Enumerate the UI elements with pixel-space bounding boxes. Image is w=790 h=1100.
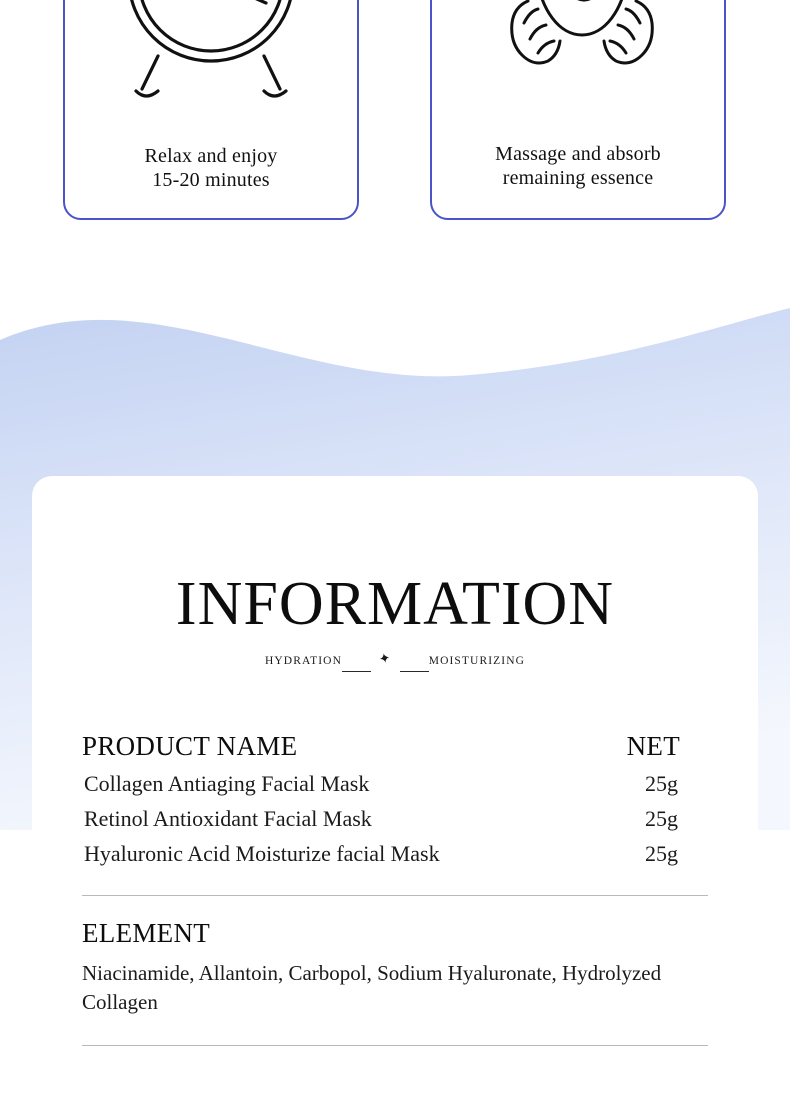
step-card-relax xyxy=(63,0,359,220)
column-header-net: NET xyxy=(626,731,680,761)
element-section-body: Niacinamide, Allantoin, Carbopol, Sodium Hyaluronate, Hydrolyzed Collagen xyxy=(82,961,662,1014)
page-title: INFORMATION xyxy=(175,570,615,638)
product-table xyxy=(82,731,708,867)
subline-rule-right xyxy=(400,671,429,672)
table-header xyxy=(82,731,708,762)
column-header-product-name: PRODUCT NAME xyxy=(82,731,298,761)
table-row xyxy=(82,771,708,797)
step-card-massage xyxy=(430,0,726,220)
subline-rule-left xyxy=(342,671,371,672)
step-caption-relax xyxy=(73,144,349,192)
subline-left-label: HYDRATION xyxy=(265,654,342,667)
step-caption-line1: Relax and enjoy xyxy=(144,145,278,167)
section-divider-bottom xyxy=(82,1045,708,1046)
product-net: 25g xyxy=(645,771,678,796)
table-row xyxy=(82,841,708,867)
face-massage-icon xyxy=(432,0,724,126)
section-divider xyxy=(82,895,708,896)
sparkle-icon: ✦ xyxy=(377,650,394,669)
element-section-title: ELEMENT xyxy=(82,918,211,948)
step-caption-line1: Massage and absorb xyxy=(495,143,661,165)
title-subline xyxy=(265,652,525,669)
product-name: Hyaluronic Acid Moisturize facial Mask xyxy=(84,841,440,866)
subline-right-label: MOISTURIZING xyxy=(428,654,526,667)
product-name: Retinol Antioxidant Facial Mask xyxy=(84,806,372,831)
product-net: 25g xyxy=(645,841,678,866)
step-caption-line2: 15-20 minutes xyxy=(152,169,270,191)
product-net: 25g xyxy=(645,806,678,831)
table-row xyxy=(82,806,708,832)
step-caption-line2: remaining essence xyxy=(502,167,654,189)
product-name: Collagen Antiaging Facial Mask xyxy=(84,771,370,796)
steps-section xyxy=(0,0,790,225)
alarm-clock-icon xyxy=(65,0,357,126)
step-caption-massage xyxy=(440,142,716,190)
information-panel xyxy=(32,476,758,1100)
